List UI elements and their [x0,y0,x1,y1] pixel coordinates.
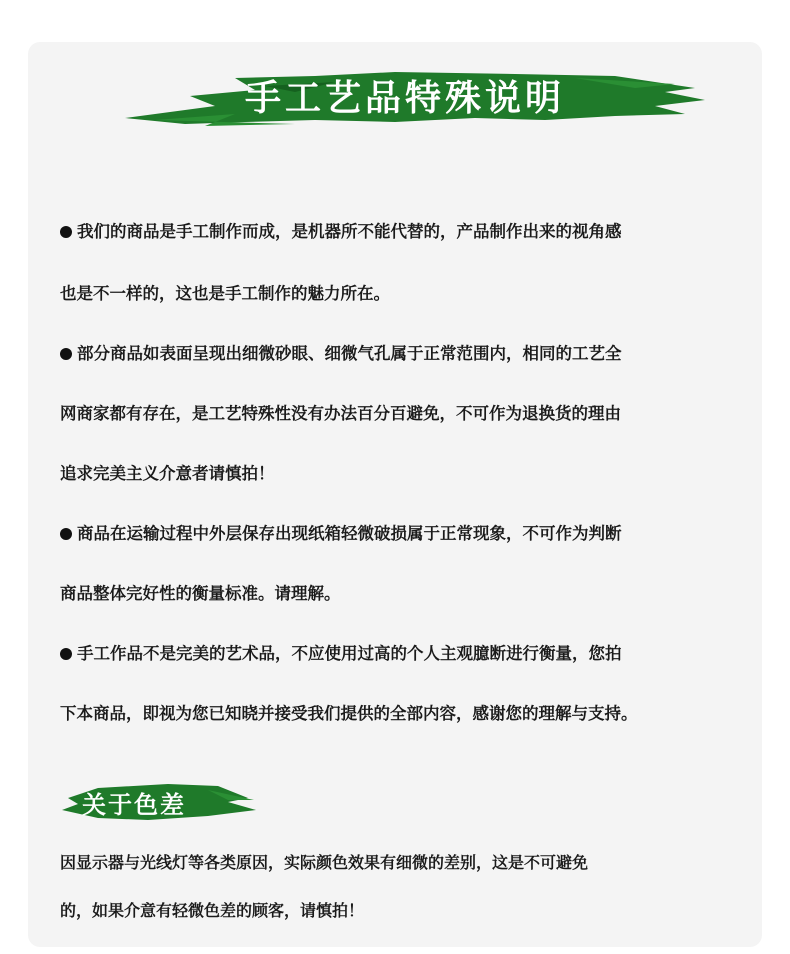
paragraph-2-line-1: 部分商品如表面呈现出细微砂眼、细微气孔属于正常范围内，相同的工艺全 [60,340,760,364]
paragraph-1-line-2: 也是不一样的，这也是手工制作的魅力所在。 [60,284,390,303]
bullet-icon [60,648,72,660]
paragraph-4-line-2: 下本商品，即视为您已知晓并接受我们提供的全部内容，感谢您的理解与支持。 [60,704,638,723]
color-note-line-1: 因显示器与光线灯等各类原因，实际颜色效果有细微的差别，这是不可避免 [60,853,589,872]
paragraph-4-line-1: 手工作品不是完美的艺术品，不应使用过高的个人主观臆断进行衡量，您拍 [60,640,760,664]
paragraph-2-line-2: 网商家都有存在，是工艺特殊性没有办法百分百避免，不可作为退换货的理由 [60,404,621,423]
title-banner [95,48,715,138]
color-note-line-2: 的，如果介意有轻微色差的顾客，请慎拍！ [60,901,365,920]
paragraph-3-line-2: 商品整体完好性的衡量标准。请理解。 [60,584,341,603]
color-section-banner [58,776,258,826]
paragraph-3-line-1: 商品在运输过程中外层保存出现纸箱轻微破损属于正常现象，不可作为判断 [60,520,760,544]
page-title: 手工艺品特殊说明 [244,78,565,119]
bullet-icon [60,528,72,540]
bullet-icon [60,348,72,360]
color-section-title: 关于色差 [82,791,186,819]
paragraph-1-line-1: 我们的商品是手工制作而成，是机器所不能代替的，产品制作出来的视角感 [60,218,760,242]
bullet-icon [60,226,72,238]
paragraph-2-line-3: 追求完美主义介意者请慎拍！ [60,464,275,483]
